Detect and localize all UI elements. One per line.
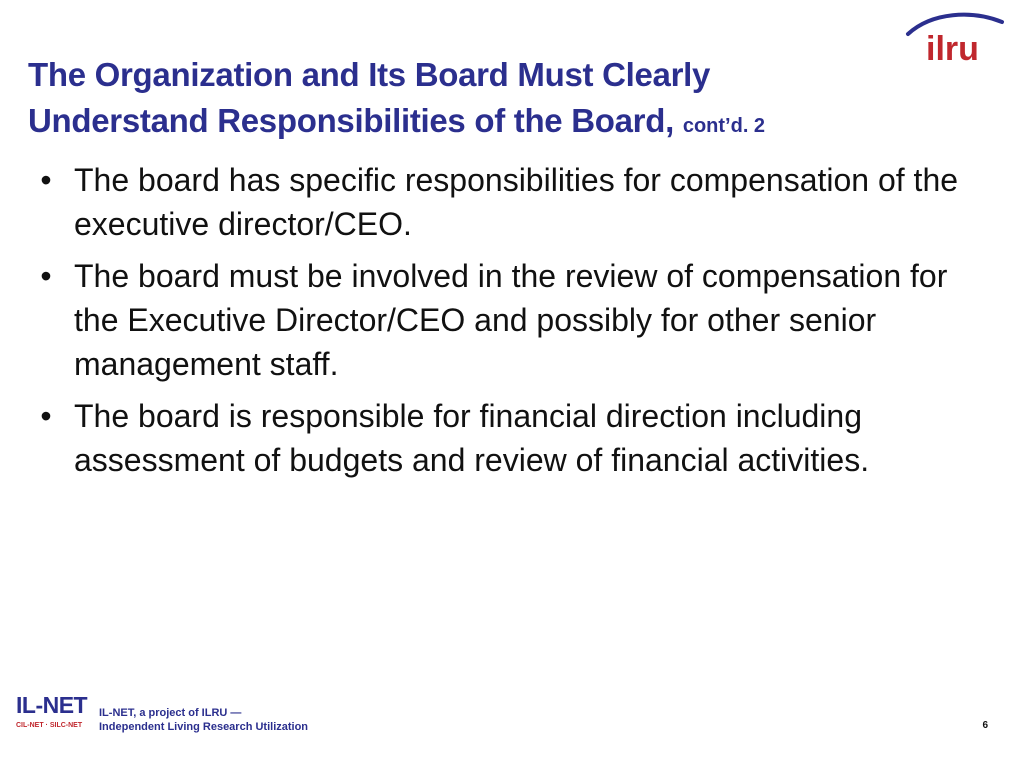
slide-title — [28, 52, 928, 149]
bullet-icon: • — [40, 258, 52, 294]
il-net-logo — [16, 692, 106, 738]
title-line-2: Understand Responsibilities of the Board, — [28, 102, 674, 139]
bullet-item — [30, 254, 1000, 386]
bullet-text: The board must be involved in the review of compensation for the Executive Director/CEO and possibly for other senior management staff. — [74, 258, 948, 382]
il-net-logo-subtext: CIL-NET · SILC-NET — [16, 722, 83, 729]
bullet-text: The board has specific responsibilities for compensation of the executive director/CEO. — [74, 162, 959, 242]
ilru-logo-text: ilru — [926, 30, 979, 68]
bullet-icon: • — [40, 398, 52, 434]
il-net-logo-text: IL-NET — [16, 692, 88, 718]
bullet-list — [30, 158, 1000, 490]
page-number: 6 — [982, 720, 988, 731]
bullet-text: The board is responsible for financial direction including assessment of budgets and review of financial activities. — [74, 398, 870, 478]
bullet-item — [30, 158, 1000, 246]
bullet-item — [30, 394, 1000, 482]
footer-line-1: IL-NET, a project of ILRU — — [99, 707, 242, 719]
title-suffix: cont’d. 2 — [682, 115, 766, 137]
title-line-1: The Organization and Its Board Must Clearly — [28, 56, 711, 93]
footer-line-2: Independent Living Research Utilization — [99, 721, 309, 733]
bullet-icon: • — [40, 162, 52, 198]
footer-credit — [99, 706, 308, 734]
